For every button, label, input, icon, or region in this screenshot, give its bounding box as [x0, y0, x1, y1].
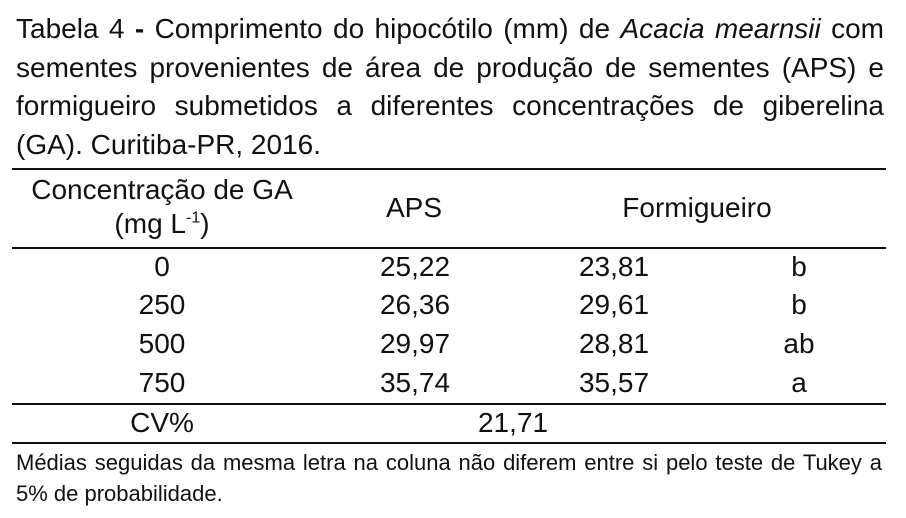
table-footnote: Médias seguidas da mesma letra na coluna não diferem entre si pelo teste de Tukey a 5% de probabilidade. [16, 450, 882, 506]
caption-text-1: Comprimento do hipocótilo (mm) de [154, 13, 611, 44]
row-3-aps: 35,74 [379, 367, 451, 398]
row-1-aps: 26,36 [379, 289, 451, 320]
table-top-rule [12, 168, 886, 170]
caption-species: Acacia mearnsii [620, 13, 821, 44]
row-3-formigueiro: 35,57 [578, 367, 650, 398]
row-1-letter: b [791, 289, 807, 320]
cv-rule [12, 403, 886, 405]
row-0-formigueiro: 23,81 [578, 251, 650, 282]
row-0-letter: b [791, 251, 807, 282]
table-caption [16, 10, 884, 164]
row-3-letter: a [791, 367, 807, 398]
header-formigueiro: Formigueiro [622, 192, 772, 223]
row-3-concentration: 750 [138, 367, 186, 398]
row-0-aps: 25,22 [379, 251, 451, 282]
caption-text-2: com sementes provenientes de área de produção de sementes (APS) e formigueiro submetidos a diferentes concentrações de giberelina (GA). Curitiba-PR, 2016. [16, 13, 884, 160]
header-aps: APS [385, 192, 443, 223]
caption-dash: - [134, 13, 145, 44]
header-concentration-label: Concentração de GA [31, 174, 293, 205]
table-bottom-rule [12, 442, 886, 444]
row-2-aps: 29,97 [379, 328, 451, 359]
row-2-concentration: 500 [138, 328, 186, 359]
cv-value: 21,71 [477, 407, 549, 438]
header-concentration-unit: (mg $L^{-1}$) [114, 208, 210, 239]
header-concentration [31, 173, 293, 241]
row-1-formigueiro: 29,61 [578, 289, 650, 320]
caption-prefix: Tabela 4 [16, 13, 125, 44]
row-2-formigueiro: 28,81 [578, 328, 650, 359]
row-1-concentration: 250 [138, 289, 186, 320]
row-0-concentration: 0 [154, 251, 170, 282]
row-2-letter: ab [783, 328, 815, 359]
cv-label: CV% [130, 407, 194, 438]
header-rule [12, 247, 886, 249]
